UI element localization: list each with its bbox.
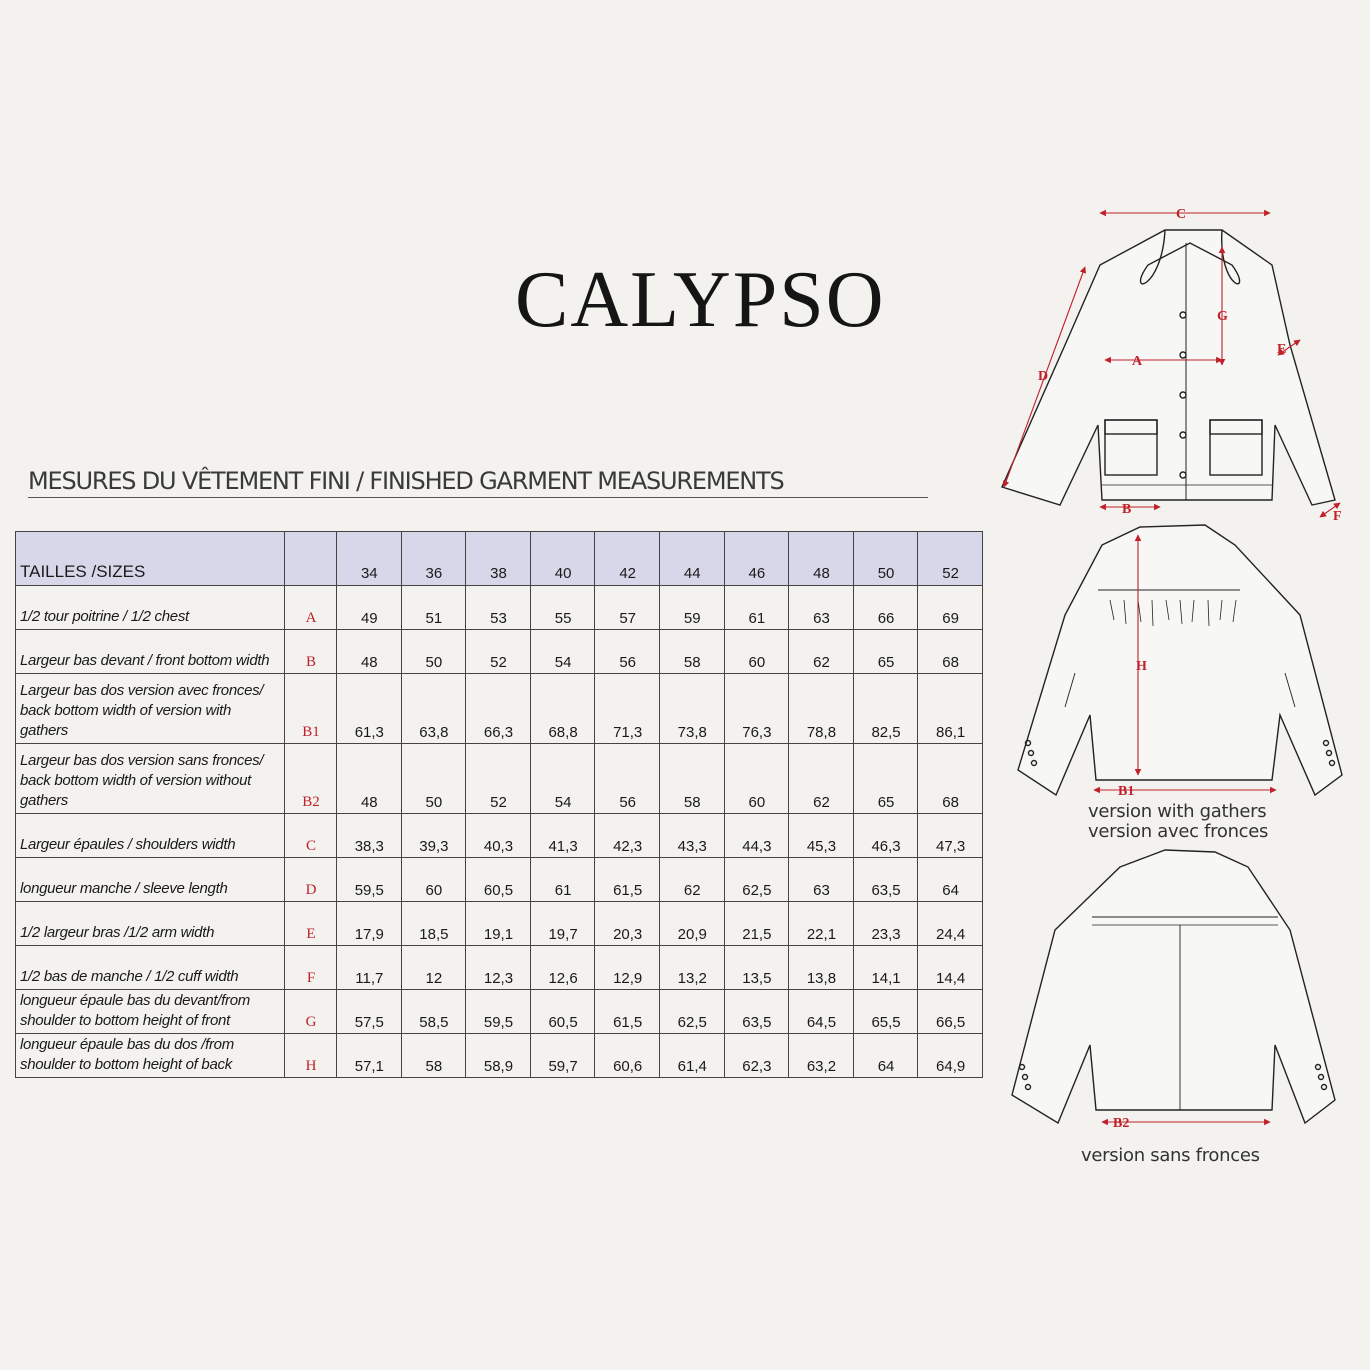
- marker-f: F: [1333, 509, 1342, 524]
- marker-g: G: [1217, 309, 1228, 324]
- measurement-label: 1/2 bas de manche / 1/2 cuff width: [16, 946, 285, 990]
- back-plain-markers: [1113, 1116, 1129, 1131]
- measurement-value: 61,4: [659, 1034, 724, 1078]
- measurement-value: 66,5: [918, 990, 983, 1034]
- measurement-value: 71,3: [595, 674, 660, 744]
- measurement-value: 20,9: [659, 902, 724, 946]
- measurement-value: 47,3: [918, 814, 983, 858]
- measurement-value: 63: [789, 858, 854, 902]
- measurement-value: 62: [789, 630, 854, 674]
- garment-drawings: [990, 195, 1360, 1175]
- measurement-label: Largeur bas dos version avec fronces/ back bottom width of version with gathers: [16, 674, 285, 744]
- measurement-code: D: [285, 858, 337, 902]
- measurement-value: 58: [659, 630, 724, 674]
- marker-a: A: [1132, 354, 1143, 369]
- measurement-code: B: [285, 630, 337, 674]
- table-row: [16, 744, 983, 814]
- caption-avec-fronces: version avec fronces: [1088, 821, 1269, 842]
- size-header-cell: 44: [659, 532, 724, 586]
- measurement-code: B1: [285, 674, 337, 744]
- measurement-value: 60,5: [466, 858, 531, 902]
- measurements-table: [15, 531, 983, 1078]
- measurement-label: 1/2 tour poitrine / 1/2 chest: [16, 586, 285, 630]
- measurement-value: 48: [337, 744, 402, 814]
- measurement-value: 59,5: [337, 858, 402, 902]
- size-header-cell: 38: [466, 532, 531, 586]
- measurement-value: 58,9: [466, 1034, 531, 1078]
- size-header-cell: 50: [853, 532, 918, 586]
- measurement-label: Largeur bas dos version sans fronces/ back bottom width of version without gathers: [16, 744, 285, 814]
- measurement-value: 62: [659, 858, 724, 902]
- measurement-value: 63: [789, 586, 854, 630]
- measurement-value: 39,3: [401, 814, 466, 858]
- measurement-value: 41,3: [530, 814, 595, 858]
- size-header-cell: 34: [337, 532, 402, 586]
- measurement-label: longueur épaule bas du devant/from shoulder to bottom height of front: [16, 990, 285, 1034]
- measurement-value: 65: [853, 630, 918, 674]
- measurement-value: 52: [466, 744, 531, 814]
- measurement-value: 59,7: [530, 1034, 595, 1078]
- measurement-value: 40,3: [466, 814, 531, 858]
- measurement-value: 60: [724, 744, 789, 814]
- measurement-value: 13,2: [659, 946, 724, 990]
- garment-diagrams-svg: [990, 195, 1360, 1175]
- measurement-value: 63,2: [789, 1034, 854, 1078]
- marker-b2: B2: [1113, 1116, 1130, 1131]
- measurement-value: 66,3: [466, 674, 531, 744]
- measurement-value: 62,5: [724, 858, 789, 902]
- measurement-value: 14,4: [918, 946, 983, 990]
- measurement-value: 19,7: [530, 902, 595, 946]
- measurement-value: 68: [918, 744, 983, 814]
- caption-with-gathers: version with gathers: [1088, 801, 1267, 822]
- measurement-value: 60: [724, 630, 789, 674]
- measurement-value: 44,3: [724, 814, 789, 858]
- measurement-value: 60,6: [595, 1034, 660, 1078]
- measurement-value: 64,5: [789, 990, 854, 1034]
- measurement-code: H: [285, 1034, 337, 1078]
- measurement-value: 65: [853, 744, 918, 814]
- measurement-value: 21,5: [724, 902, 789, 946]
- measurement-value: 54: [530, 744, 595, 814]
- measurement-value: 58: [401, 1034, 466, 1078]
- measurement-value: 60: [401, 858, 466, 902]
- sizes-header-row: [16, 532, 983, 586]
- measurement-value: 58: [659, 744, 724, 814]
- measurement-value: 68,8: [530, 674, 595, 744]
- marker-d: D: [1038, 369, 1049, 384]
- measurement-value: 19,1: [466, 902, 531, 946]
- marker-c: C: [1176, 207, 1187, 222]
- table-row: [16, 858, 983, 902]
- measurement-code: E: [285, 902, 337, 946]
- measurement-value: 58,5: [401, 990, 466, 1034]
- measurement-label: Largeur épaules / shoulders width: [16, 814, 285, 858]
- code-header-cell: [285, 532, 337, 586]
- measurement-value: 50: [401, 630, 466, 674]
- measurement-value: 53: [466, 586, 531, 630]
- measurement-value: 12,3: [466, 946, 531, 990]
- measurement-value: 13,5: [724, 946, 789, 990]
- measurement-value: 52: [466, 630, 531, 674]
- measurement-value: 13,8: [789, 946, 854, 990]
- measurement-value: 64: [853, 1034, 918, 1078]
- table-row: [16, 946, 983, 990]
- measurement-value: 61,5: [595, 990, 660, 1034]
- table-row: [16, 674, 983, 744]
- measurement-value: 12,9: [595, 946, 660, 990]
- measurement-value: 57,5: [337, 990, 402, 1034]
- table-heading: MESURES DU VÊTEMENT FINI / FINISHED GARMENT MEASUREMENTS: [28, 466, 928, 498]
- measurement-value: 17,9: [337, 902, 402, 946]
- measurement-label: longueur épaule bas du dos /from shoulder to bottom height of back: [16, 1034, 285, 1078]
- measurement-value: 63,5: [853, 858, 918, 902]
- measurement-value: 82,5: [853, 674, 918, 744]
- measurement-value: 23,3: [853, 902, 918, 946]
- measurement-code: C: [285, 814, 337, 858]
- measurement-value: 76,3: [724, 674, 789, 744]
- measurement-value: 78,8: [789, 674, 854, 744]
- measurement-value: 57: [595, 586, 660, 630]
- measurement-value: 14,1: [853, 946, 918, 990]
- size-header-cell: 40: [530, 532, 595, 586]
- table-row: [16, 630, 983, 674]
- measurement-value: 11,7: [337, 946, 402, 990]
- measurement-value: 38,3: [337, 814, 402, 858]
- measurement-value: 69: [918, 586, 983, 630]
- measurement-value: 86,1: [918, 674, 983, 744]
- table-row: [16, 990, 983, 1034]
- measurement-value: 73,8: [659, 674, 724, 744]
- measurement-value: 46,3: [853, 814, 918, 858]
- size-header-cell: 42: [595, 532, 660, 586]
- back-plain-jacket-drawing: [1012, 850, 1335, 1123]
- measurement-value: 56: [595, 630, 660, 674]
- measurement-value: 63,5: [724, 990, 789, 1034]
- measurement-value: 12,6: [530, 946, 595, 990]
- measurement-value: 24,4: [918, 902, 983, 946]
- measurement-value: 61,3: [337, 674, 402, 744]
- table-row: [16, 586, 983, 630]
- measurement-value: 56: [595, 744, 660, 814]
- marker-b: B: [1122, 502, 1132, 517]
- measurement-code: B2: [285, 744, 337, 814]
- measurement-value: 61,5: [595, 858, 660, 902]
- size-header-cell: 52: [918, 532, 983, 586]
- measurement-value: 49: [337, 586, 402, 630]
- size-header-cell: 46: [724, 532, 789, 586]
- measurement-value: 68: [918, 630, 983, 674]
- measurement-value: 20,3: [595, 902, 660, 946]
- table-row: [16, 1034, 983, 1078]
- measurement-value: 60,5: [530, 990, 595, 1034]
- table-row: [16, 902, 983, 946]
- measurement-value: 54: [530, 630, 595, 674]
- marker-b1: B1: [1118, 784, 1135, 799]
- measurement-value: 62,3: [724, 1034, 789, 1078]
- measurement-value: 42,3: [595, 814, 660, 858]
- measurement-code: F: [285, 946, 337, 990]
- measurement-value: 62,5: [659, 990, 724, 1034]
- measurement-value: 62: [789, 744, 854, 814]
- measurement-value: 43,3: [659, 814, 724, 858]
- size-header-cell: 36: [401, 532, 466, 586]
- size-header-cell: 48: [789, 532, 854, 586]
- measurement-value: 63,8: [401, 674, 466, 744]
- measurement-value: 66: [853, 586, 918, 630]
- measurement-value: 12: [401, 946, 466, 990]
- measurement-value: 50: [401, 744, 466, 814]
- measurement-value: 22,1: [789, 902, 854, 946]
- marker-e: E: [1277, 342, 1287, 357]
- measurement-value: 64,9: [918, 1034, 983, 1078]
- measurement-code: G: [285, 990, 337, 1034]
- back-gathers-jacket-drawing: [1018, 525, 1342, 795]
- measurement-value: 59: [659, 586, 724, 630]
- measurement-value: 48: [337, 630, 402, 674]
- measurement-label: longueur manche / sleeve length: [16, 858, 285, 902]
- measurement-value: 51: [401, 586, 466, 630]
- caption-sans-fronces: version sans fronces: [1081, 1145, 1260, 1166]
- front-jacket-drawing: [1002, 230, 1335, 505]
- measurement-label: Largeur bas devant / front bottom width: [16, 630, 285, 674]
- measurement-value: 57,1: [337, 1034, 402, 1078]
- measurement-value: 61: [530, 858, 595, 902]
- page-title: CALYPSO: [515, 256, 886, 344]
- marker-h: H: [1136, 659, 1147, 674]
- measurement-value: 55: [530, 586, 595, 630]
- measurement-value: 18,5: [401, 902, 466, 946]
- measurement-label: 1/2 largeur bras /1/2 arm width: [16, 902, 285, 946]
- measurement-code: A: [285, 586, 337, 630]
- measurements-body: [16, 586, 983, 1078]
- measurement-value: 64: [918, 858, 983, 902]
- measurement-value: 45,3: [789, 814, 854, 858]
- sizes-header-label: TAILLES /SIZES: [16, 532, 285, 586]
- measurement-value: 65,5: [853, 990, 918, 1034]
- table-row: [16, 814, 983, 858]
- measurement-value: 61: [724, 586, 789, 630]
- measurement-value: 59,5: [466, 990, 531, 1034]
